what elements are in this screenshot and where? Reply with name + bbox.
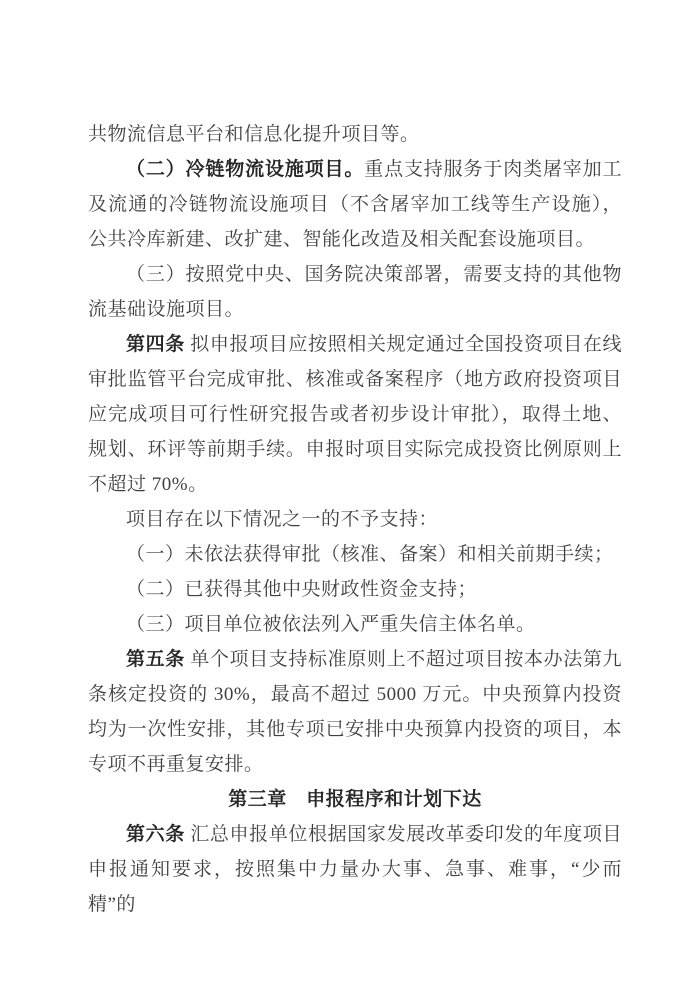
paragraph bbox=[88, 257, 622, 327]
paragraph bbox=[88, 327, 622, 502]
text-segment: 第五条 bbox=[126, 649, 185, 670]
paragraph bbox=[88, 152, 622, 257]
paragraph bbox=[88, 642, 622, 782]
document-body bbox=[88, 117, 622, 922]
paragraph bbox=[88, 502, 622, 537]
chapter-heading bbox=[88, 782, 622, 817]
text-segment: （三）按照党中央、国务院决策部署，需要支持的其他物流基础设施项目。 bbox=[88, 264, 622, 320]
paragraph bbox=[88, 117, 622, 152]
text-segment: 重点支持服务于肉类屠宰加工及流通的冷链物流设施项目（不含屠宰加工线等生产设施），公共冷库新建、改扩建、智能化改造及相关配套设施项目。 bbox=[88, 159, 622, 250]
paragraph bbox=[88, 817, 622, 922]
text-segment: 汇总申报单位根据国家发展改革委印发的年度项目申报通知要求，按照集中力量办大事、急事、难事，“少而精”的 bbox=[88, 824, 622, 915]
text-segment: （一）未依法获得审批（核准、备案）和相关前期手续； bbox=[126, 544, 614, 565]
text-segment: 第四条 bbox=[126, 334, 185, 355]
text-segment: 拟申报项目应按照相关规定通过全国投资项目在线审批监管平台完成审批、核准或备案程序（地方政府投资项目应完成项目可行性研究报告或者初步设计审批），取得土地、规划、环评等前期手续。申报时项目实际完成投资比例原则上不超过 70%。 bbox=[88, 334, 622, 495]
text-segment: 第三章 申报程序和计划下达 bbox=[228, 789, 482, 810]
text-segment: 共物流信息平台和信息化提升项目等。 bbox=[88, 124, 420, 145]
text-segment: 第六条 bbox=[126, 824, 185, 845]
text-segment: （二）冷链物流设施项目。 bbox=[126, 159, 365, 180]
paragraph bbox=[88, 572, 622, 607]
paragraph bbox=[88, 537, 622, 572]
text-segment: （二）已获得其他中央财政性资金支持； bbox=[126, 579, 478, 600]
text-segment: 项目存在以下情况之一的不予支持： bbox=[126, 509, 439, 530]
paragraph bbox=[88, 607, 622, 642]
text-segment: 单个项目支持标准原则上不超过项目按本办法第九条核定投资的 30%，最高不超过 5000 万元。中央预算内投资均为一次性安排，其他专项已安排中央预算内投资的项目，本专项不再重复安排。 bbox=[88, 649, 622, 775]
text-segment: （三）项目单位被依法列入严重失信主体名单。 bbox=[126, 614, 536, 635]
